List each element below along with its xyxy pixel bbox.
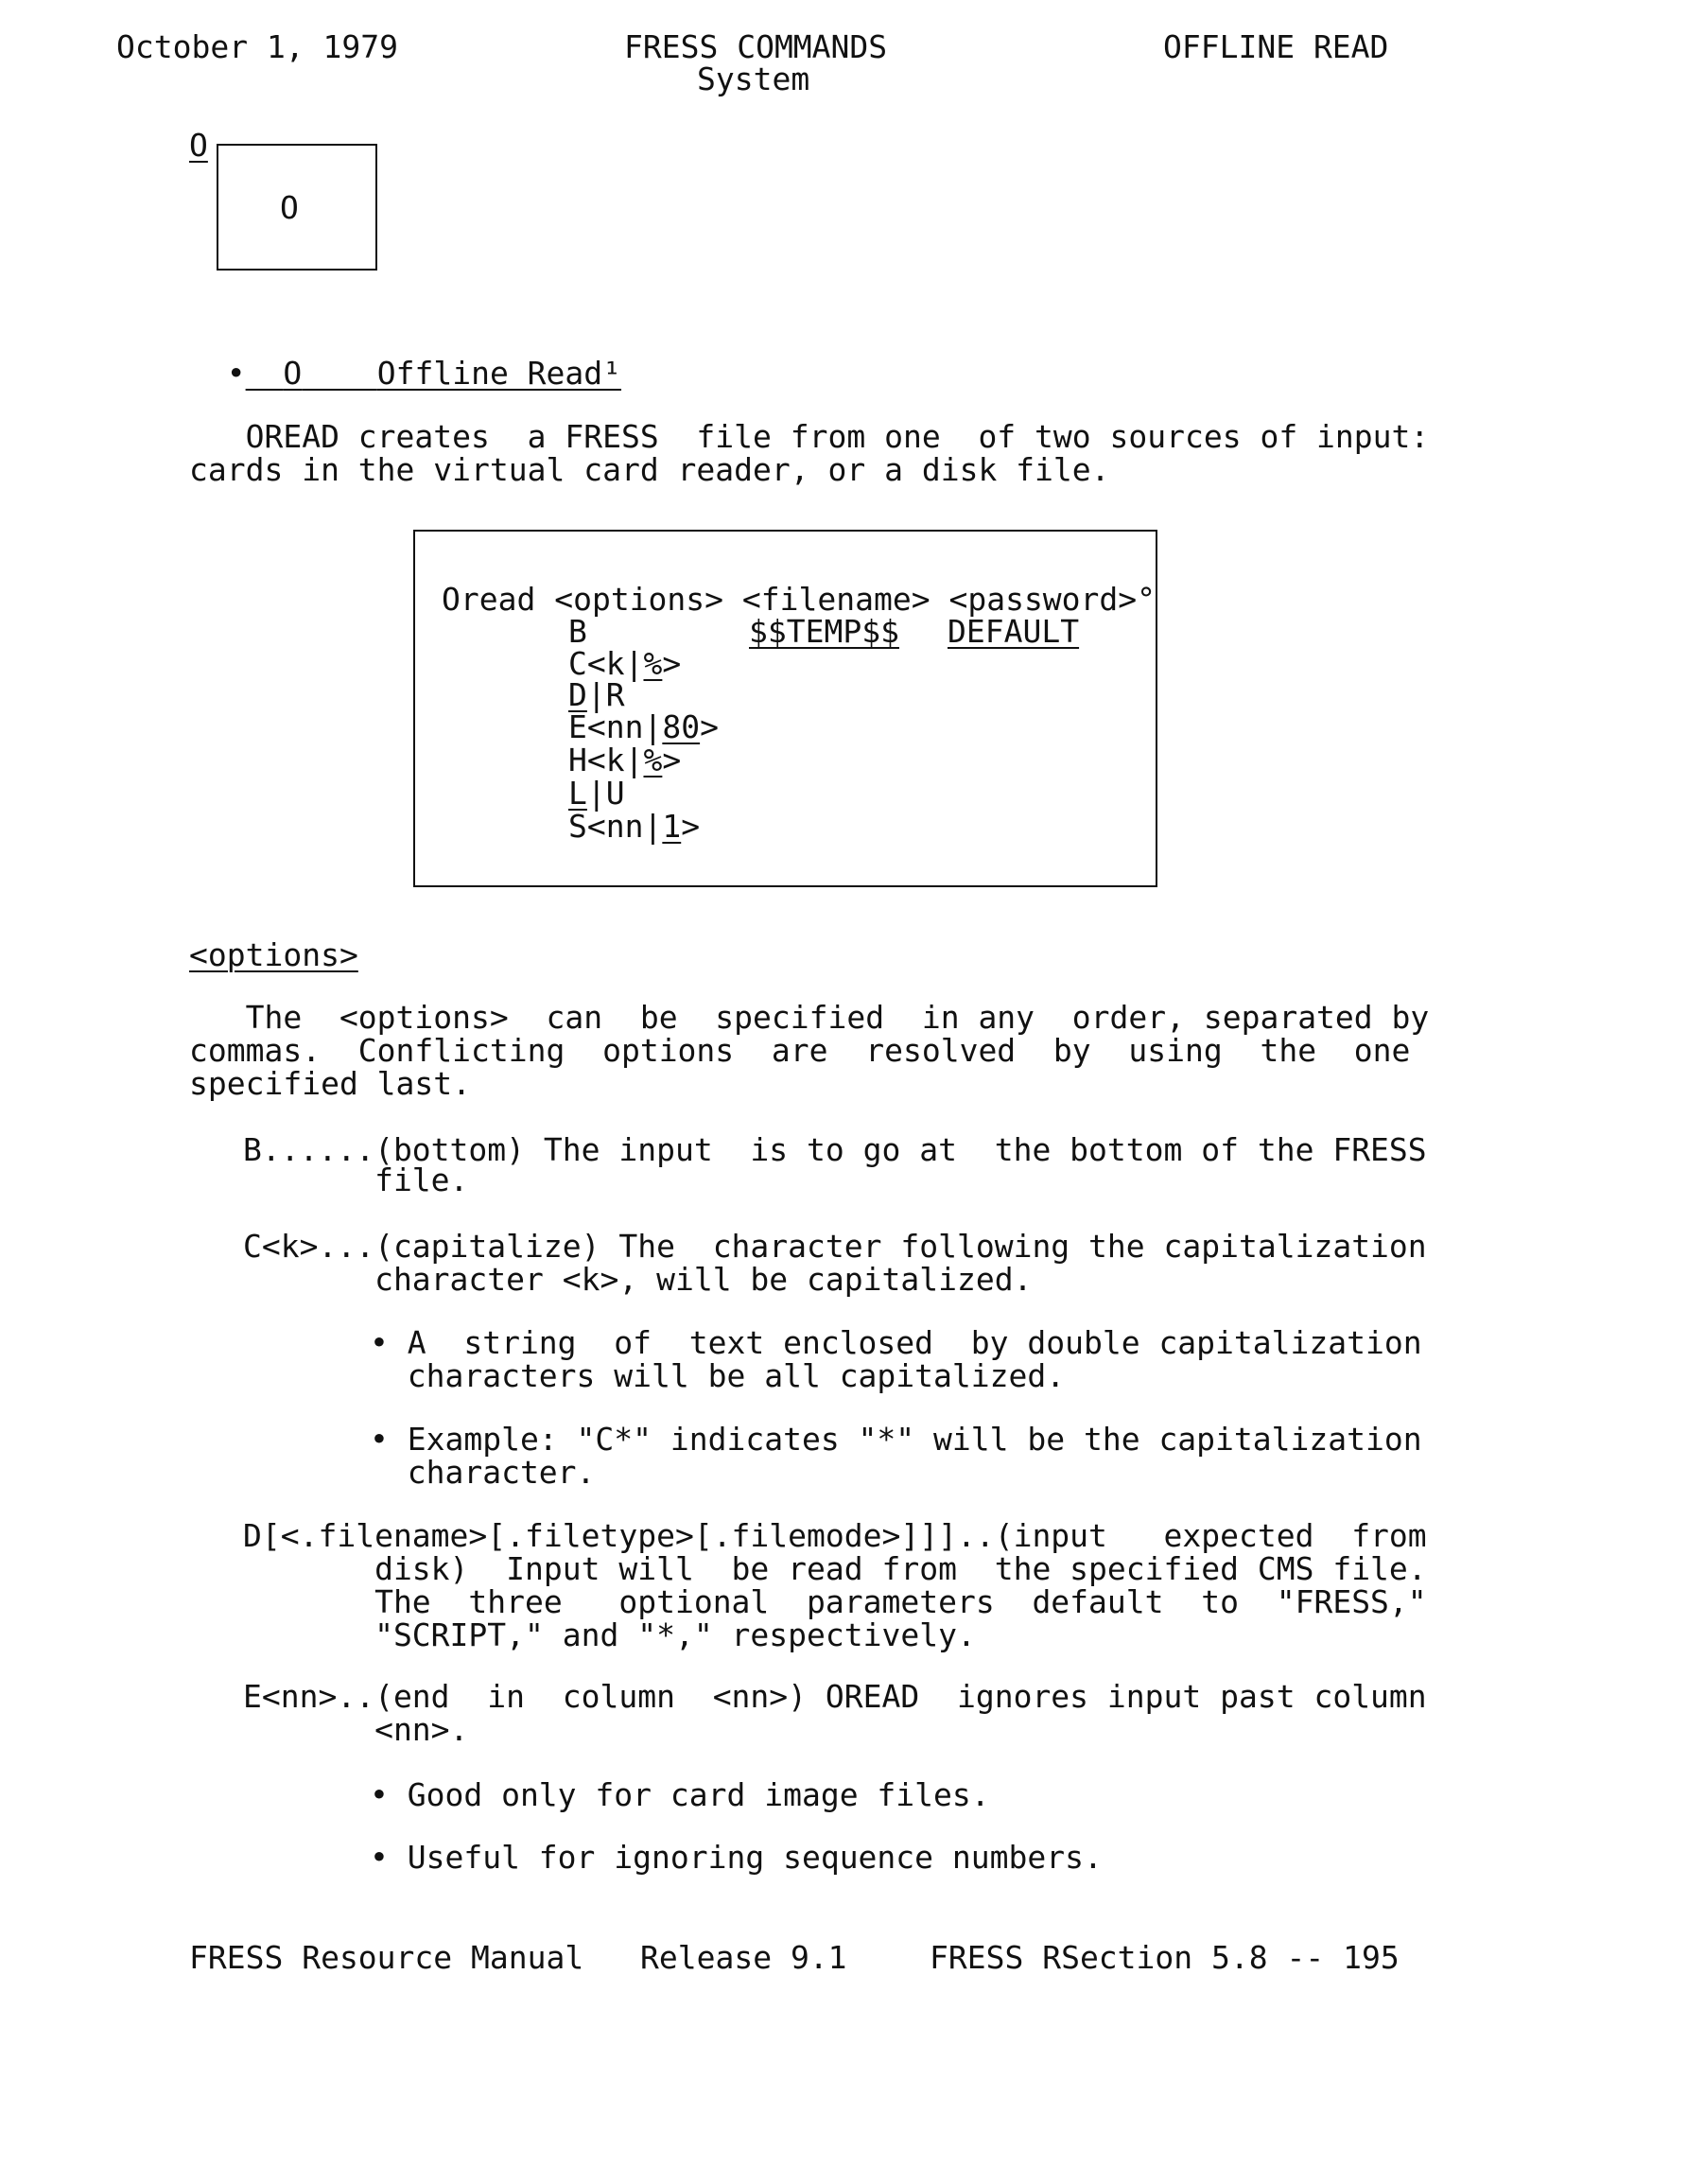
heading-spacer-1 (246, 355, 284, 392)
syntax-default-filename: $$TEMP$$ (749, 613, 899, 650)
option-item-e: E<nn>..(end in column <nn>) OREAD ignores input past column <nn>. (243, 1678, 1427, 1748)
footer-release: Release 9.1 (640, 1939, 847, 1976)
heading-spacer-2 (302, 355, 376, 392)
option-item-d: D[<.filename>[.filetype>[.filemode>]]]..(input expected from disk) Input will be read from the specified CMS file. The three optional parameters default to "FRESS," "SCRIPT," and "*," respectively. (243, 1517, 1427, 1653)
syntax-command-line (442, 583, 1156, 616)
syntax-option: C<k|%> (568, 645, 682, 682)
heading-bullet: • (226, 355, 246, 392)
option-c-bullet-1: • A string of text enclosed by double capitalization characters will be all capitalized. (370, 1324, 1422, 1394)
syntax-filename: <filename> (741, 581, 930, 618)
footer-manual: FRESS Resource Manual (189, 1939, 584, 1976)
options-intro-paragraph (189, 1001, 1429, 1100)
syntax-default-password: DEFAULT (948, 613, 1080, 650)
options-intro-line: commas. Conflicting options are resolved by using the one (189, 1032, 1411, 1069)
intro-line: OREAD creates a FRESS file from one of two sources of input: (189, 418, 1430, 455)
option-e-bullet-1: • Good only for card image files. (370, 1776, 990, 1813)
command-heading (189, 323, 621, 390)
syntax-option: S<nn|1> (568, 808, 701, 845)
header-subtitle: System (697, 61, 810, 97)
option-item-b: B......(bottom) The input is to go at the bottom of the FRESS file. (243, 1131, 1427, 1198)
syntax-option: H<k|%> (568, 742, 682, 778)
options-intro-line: specified last. (189, 1065, 472, 1102)
option-item-c: C<k>...(capitalize) The character following the capitalization character <k>, will be capitalized. (243, 1228, 1427, 1298)
syntax-command: Oread (442, 581, 536, 618)
command-key-letter: O (189, 127, 208, 164)
header-title: FRESS COMMANDS (624, 28, 888, 65)
option-c-bullet-2: • Example: "C*" indicates "*" will be the capitalization character. (370, 1421, 1422, 1491)
header-section: OFFLINE READ (1163, 28, 1389, 65)
heading-letter: O (283, 355, 303, 392)
intro-paragraph (189, 420, 1429, 486)
syntax-options: <options> (554, 581, 724, 618)
syntax-option: D|R (568, 676, 625, 713)
syntax-default-options: B (568, 613, 587, 650)
syntax-option: E<nn|80> (568, 708, 719, 745)
syntax-option: L|U (568, 775, 625, 812)
options-section-title: <options> (189, 936, 358, 973)
heading-name: Offline Read¹ (376, 355, 622, 392)
command-key-box-letter: O (280, 189, 299, 226)
options-intro-line: The <options> can be specified in any order, separated by (189, 999, 1430, 1036)
syntax-password: <password>° (948, 581, 1157, 618)
option-e-bullet-2: • Useful for ignoring sequence numbers. (370, 1839, 1103, 1876)
header-date: October 1, 1979 (116, 28, 399, 65)
footer-section: FRESS RSection 5.8 -- 195 (930, 1939, 1400, 1976)
syntax-option-list (568, 647, 719, 843)
intro-line: cards in the virtual card reader, or a disk file. (189, 451, 1110, 488)
